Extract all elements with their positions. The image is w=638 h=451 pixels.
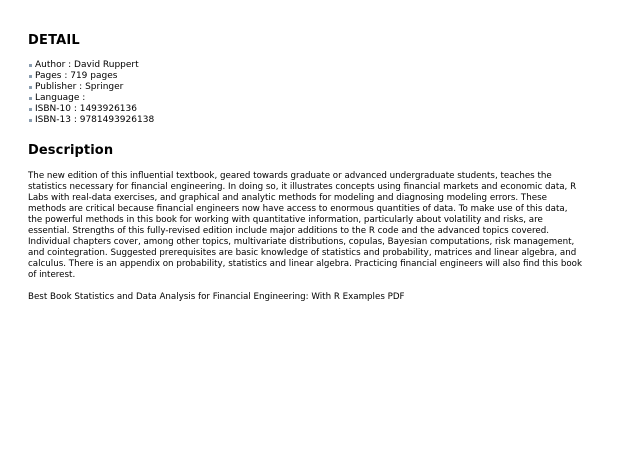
description-body: The new edition of this influential textbook, geared towards graduate or advanced undergraduate students, teaches the statistics necessary for financial engineering. In doing so, it illustrates concepts using financial markets and economic data, R Labs with real-data exercises, and graphical and analytic methods for modeling and diagnosing modeling errors. These methods are critical because financial engineers now have access to enormous quantities of data. To make use of this data, the powerful methods in this book for working with quantitative information, particularly about volatility and risks, are essential. Strengths of this fully-revised edition include major additions to the R code and the advanced topics covered. Individual chapters cover, among other topics, multivariate distributions, copulas, Bayesian computations, risk management, and cointegration. Suggested prerequisites are basic knowledge of statistics and probability, matrices and linear algebra, and calculus. There is an appendix on probability, statistics and linear algebra. Practicing financial engineers will also find this book of interest. (28, 171, 583, 280)
detail-item-text: Author : David Ruppert (35, 60, 139, 70)
bullet-icon (29, 97, 32, 100)
detail-heading: DETAIL (28, 33, 80, 48)
detail-item-isbn13 (28, 115, 618, 126)
bullet-icon (29, 64, 32, 67)
description-heading: Description (28, 143, 114, 158)
detail-item-isbn10 (28, 104, 618, 115)
detail-item-pages (28, 71, 618, 82)
detail-item-text: Publisher : Springer (35, 82, 124, 92)
bullet-icon (29, 75, 32, 78)
detail-item-language (28, 93, 618, 104)
detail-item-text: ISBN-13 : 9781493926138 (35, 115, 155, 125)
detail-item-text: Pages : 719 pages (35, 71, 118, 81)
bullet-icon (29, 108, 32, 111)
book-title-footer: Best Book Statistics and Data Analysis for Financial Engineering: With R Examples PDF (28, 292, 405, 302)
bullet-icon (29, 86, 32, 89)
bullet-icon (29, 119, 32, 122)
detail-list (28, 60, 618, 126)
detail-item-publisher (28, 82, 618, 93)
detail-item-author (28, 60, 618, 71)
detail-item-text: ISBN-10 : 1493926136 (35, 104, 137, 114)
detail-item-text: Language : (35, 93, 86, 103)
